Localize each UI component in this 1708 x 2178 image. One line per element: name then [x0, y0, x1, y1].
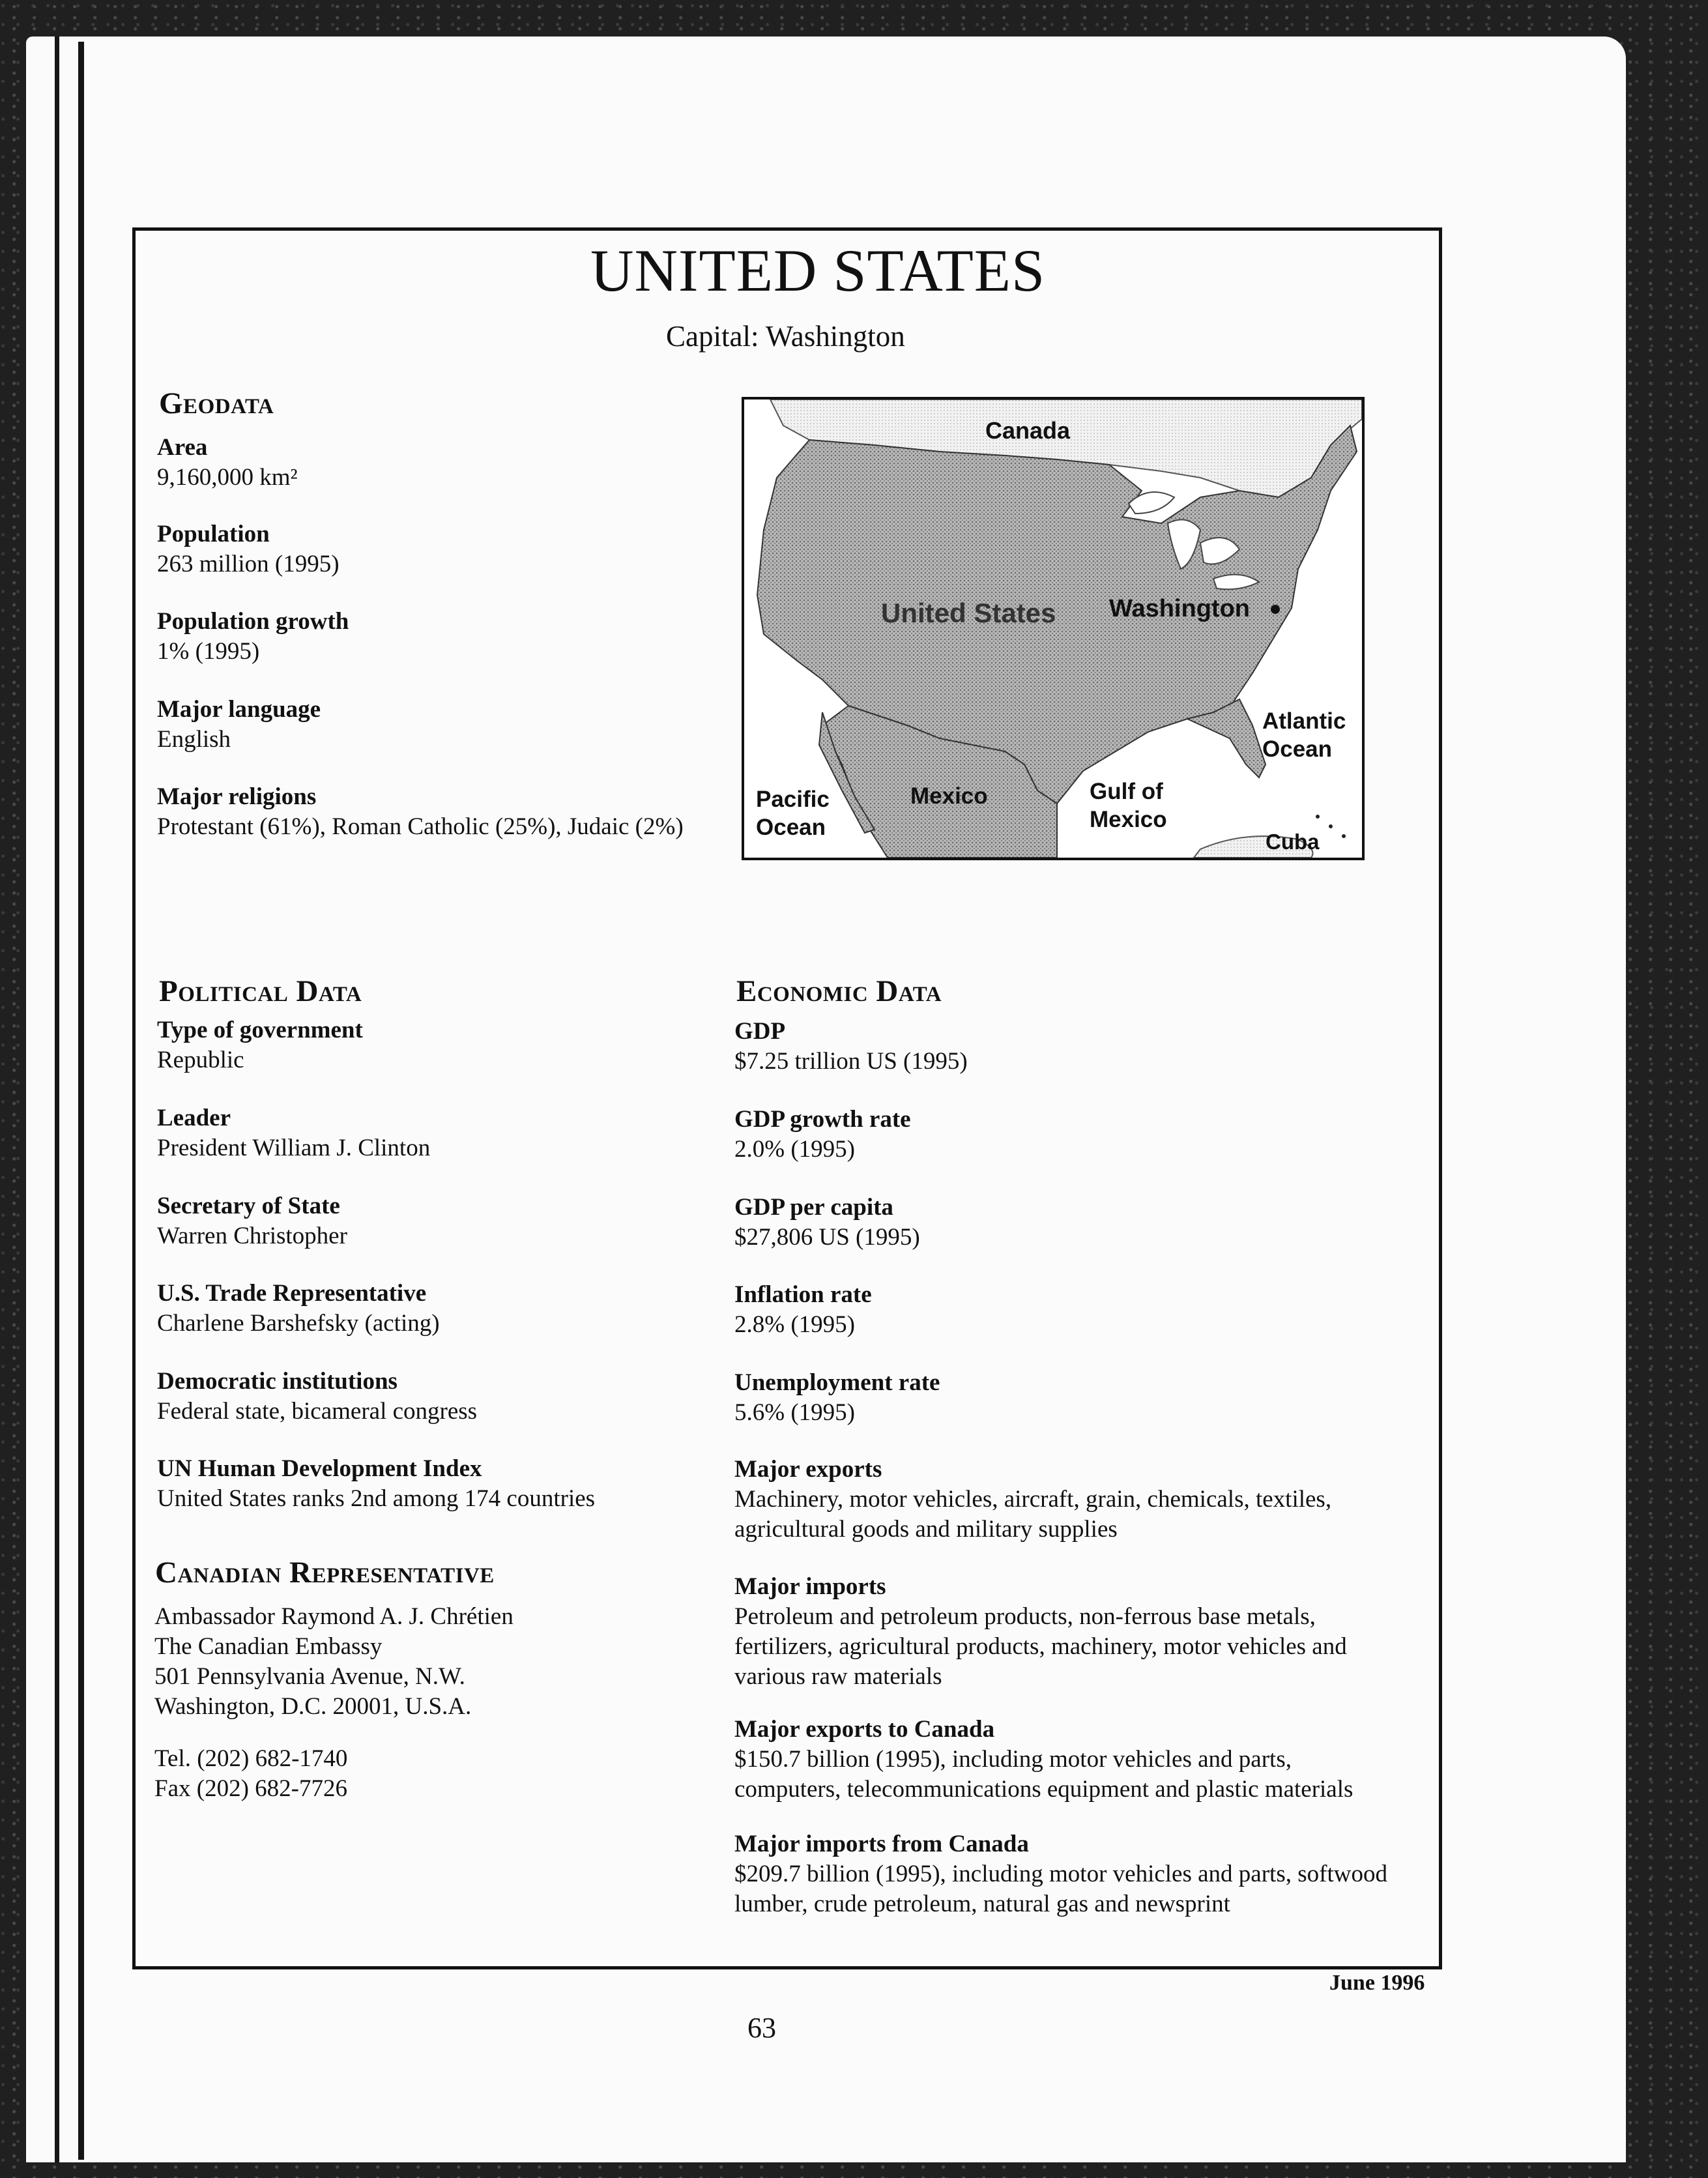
address-line: 501 Pennsylvania Avenue, N.W.: [154, 1663, 465, 1690]
field-value: various raw materials: [734, 1663, 942, 1690]
field-value: English: [157, 726, 231, 753]
address-line: The Canadian Embassy: [154, 1633, 383, 1660]
field-label: Major language: [157, 696, 321, 723]
field-label: UN Human Development Index: [157, 1455, 482, 1482]
economic-heading: Economic Data: [736, 974, 942, 1008]
field-label: GDP growth rate: [734, 1106, 911, 1133]
field-label: Unemployment rate: [734, 1369, 940, 1396]
field-label: GDP per capita: [734, 1194, 893, 1221]
political-item-trade-rep: [157, 1279, 440, 1339]
political-heading: Political Data: [159, 974, 362, 1008]
field-value: Protestant (61%), Roman Catholic (25%), Judaic (2%): [157, 813, 684, 840]
us-map: [742, 397, 1365, 860]
geodata-item-religions: [157, 782, 684, 842]
field-value: 1% (1995): [157, 638, 260, 665]
field-value: fertilizers, agricultural products, machinery, motor vehicles and: [734, 1633, 1347, 1660]
economic-item-major-imports: [734, 1572, 1347, 1692]
map-label-washington: Washington: [1109, 595, 1250, 622]
political-item-secretary: [157, 1191, 347, 1251]
washington-marker: [1271, 605, 1280, 614]
field-value: $7.25 trillion US (1995): [734, 1048, 968, 1075]
field-value: Machinery, motor vehicles, aircraft, grain, chemicals, textiles,: [734, 1486, 1332, 1513]
field-label: Population: [157, 521, 270, 547]
field-value: President William J. Clinton: [157, 1135, 431, 1161]
map-label-ocean: Ocean: [756, 815, 826, 840]
field-label: Secretary of State: [157, 1193, 340, 1219]
footer-date: June 1996: [1329, 1971, 1425, 1995]
field-value: $27,806 US (1995): [734, 1224, 920, 1251]
canadian-rep-heading: Canadian Representative: [155, 1556, 495, 1590]
field-label: Major exports to Canada: [734, 1716, 995, 1743]
economic-item-inflation: [734, 1280, 872, 1340]
economic-item-gdp-per-capita: [734, 1193, 920, 1253]
map-label-cuba: Cuba: [1266, 830, 1320, 854]
field-value: United States ranks 2nd among 174 countries: [157, 1485, 596, 1512]
field-label: Major exports: [734, 1456, 882, 1483]
map-label-ocean: Ocean: [1262, 736, 1332, 762]
field-value: 2.0% (1995): [734, 1136, 855, 1163]
field-label: Inflation rate: [734, 1281, 872, 1308]
economic-item-exports-to-canada: [734, 1715, 1353, 1805]
field-value: Republic: [157, 1047, 244, 1073]
economic-item-unemployment: [734, 1368, 940, 1428]
field-value: 2.8% (1995): [734, 1311, 855, 1338]
binding-edge: [78, 42, 84, 2160]
political-item-leader: [157, 1103, 430, 1163]
field-value: Charlene Barshefsky (acting): [157, 1310, 440, 1337]
field-label: Major imports: [734, 1573, 886, 1600]
field-label: Area: [157, 434, 208, 461]
political-item-institutions: [157, 1367, 477, 1427]
canadian-rep-contact: [154, 1744, 347, 1804]
capital-subtitle: Capital: Washington: [666, 320, 905, 353]
political-item-hdi: [157, 1454, 595, 1514]
geodata-item-area: [157, 433, 298, 493]
map-label-pacific: Pacific: [756, 787, 830, 812]
field-label: U.S. Trade Representative: [157, 1280, 427, 1307]
map-label-canada: Canada: [985, 417, 1071, 444]
page-number: 63: [747, 2012, 776, 2044]
field-label: Leader: [157, 1105, 231, 1131]
field-value: Federal state, bicameral congress: [157, 1398, 478, 1425]
field-value: computers, telecommunications equipment and plastic materials: [734, 1776, 1353, 1803]
field-label: Major imports from Canada: [734, 1831, 1029, 1857]
geodata-item-population-growth: [157, 607, 349, 667]
field-value: Petroleum and petroleum products, non-ferrous base metals,: [734, 1603, 1316, 1630]
binding-edge: [55, 36, 59, 2162]
geodata-heading: Geodata: [159, 386, 274, 420]
map-label-gulf-mexico: Mexico: [1090, 807, 1167, 832]
economic-item-gdp-growth: [734, 1105, 911, 1165]
field-value: $150.7 billion (1995), including motor vehicles and parts,: [734, 1746, 1292, 1773]
field-label: Population growth: [157, 608, 349, 635]
geodata-item-population: [157, 519, 340, 579]
economic-item-imports-from-canada: [734, 1829, 1387, 1919]
map-label-atlantic: Atlantic: [1262, 708, 1346, 734]
economic-item-gdp: [734, 1017, 968, 1077]
political-item-government: [157, 1015, 363, 1075]
field-value: Warren Christopher: [157, 1223, 347, 1249]
field-value: agricultural goods and military supplies: [734, 1516, 1118, 1543]
map-label-mexico: Mexico: [910, 783, 988, 809]
field-value: 263 million (1995): [157, 551, 340, 577]
economic-item-major-exports: [734, 1455, 1331, 1545]
address-line: Washington, D.C. 20001, U.S.A.: [154, 1693, 472, 1720]
field-value: 9,160,000 km²: [157, 464, 298, 491]
field-label: Major religions: [157, 783, 317, 810]
field-value: $209.7 billion (1995), including motor vehicles and parts, softwood: [734, 1861, 1387, 1887]
map-label-united-states: United States: [881, 598, 1056, 628]
telephone: Tel. (202) 682-1740: [154, 1745, 348, 1772]
canadian-rep-address: [154, 1602, 514, 1722]
map-label-gulf-of: Gulf of: [1090, 779, 1163, 804]
field-label: Democratic institutions: [157, 1368, 398, 1395]
fax: Fax (202) 682-7726: [154, 1775, 347, 1802]
field-label: Type of government: [157, 1017, 363, 1043]
geodata-item-language: [157, 695, 321, 755]
page-title: UNITED STATES: [590, 237, 1046, 304]
field-label: GDP: [734, 1018, 786, 1045]
field-value: 5.6% (1995): [734, 1399, 855, 1426]
address-line: Ambassador Raymond A. J. Chrétien: [154, 1603, 514, 1630]
field-value: lumber, crude petroleum, natural gas and newsprint: [734, 1891, 1230, 1917]
